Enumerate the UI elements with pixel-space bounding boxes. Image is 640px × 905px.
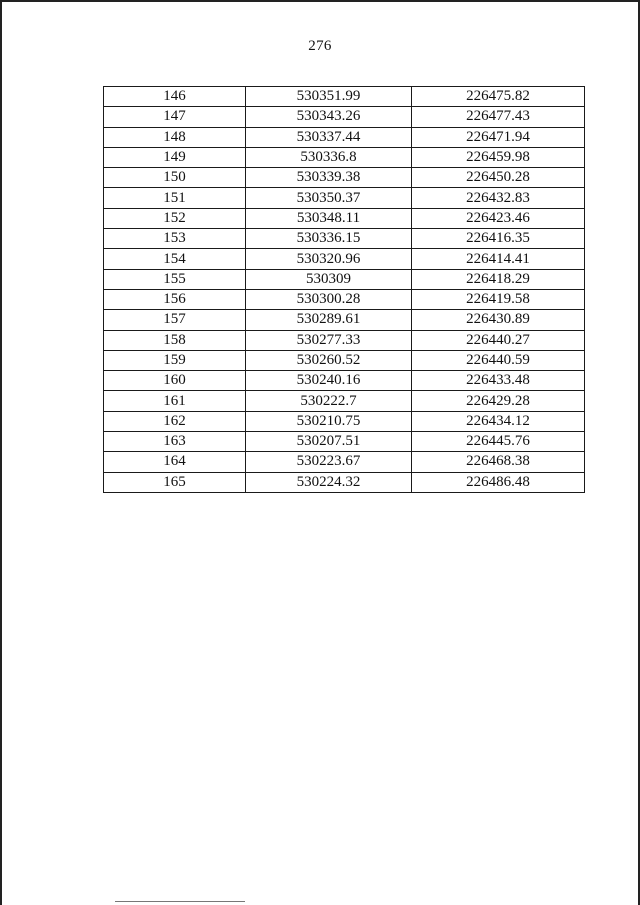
table-row [104, 87, 585, 107]
x-coordinate-cell: 530222.7 [246, 391, 412, 411]
table-row [104, 249, 585, 269]
point-number-cell: 148 [104, 127, 246, 147]
point-number-cell: 163 [104, 432, 246, 452]
table-row [104, 310, 585, 330]
x-coordinate-cell: 530343.26 [246, 107, 412, 127]
point-number-cell: 146 [104, 87, 246, 107]
point-number-cell: 153 [104, 229, 246, 249]
point-number-cell: 161 [104, 391, 246, 411]
x-coordinate-cell: 530210.75 [246, 411, 412, 431]
point-number-cell: 164 [104, 452, 246, 472]
y-coordinate-cell: 226434.12 [412, 411, 585, 431]
y-coordinate-cell: 226471.94 [412, 127, 585, 147]
bottom-scan-line [115, 901, 245, 902]
point-number-cell: 159 [104, 350, 246, 370]
x-coordinate-cell: 530320.96 [246, 249, 412, 269]
x-coordinate-cell: 530337.44 [246, 127, 412, 147]
y-coordinate-cell: 226432.83 [412, 188, 585, 208]
x-coordinate-cell: 530350.37 [246, 188, 412, 208]
coordinates-table [103, 86, 585, 493]
table-row [104, 371, 585, 391]
point-number-cell: 162 [104, 411, 246, 431]
y-coordinate-cell: 226423.46 [412, 208, 585, 228]
y-coordinate-cell: 226475.82 [412, 87, 585, 107]
coordinates-table-body [104, 87, 585, 493]
x-coordinate-cell: 530351.99 [246, 87, 412, 107]
table-row [104, 107, 585, 127]
y-coordinate-cell: 226416.35 [412, 229, 585, 249]
y-coordinate-cell: 226477.43 [412, 107, 585, 127]
y-coordinate-cell: 226468.38 [412, 452, 585, 472]
point-number-cell: 149 [104, 147, 246, 167]
x-coordinate-cell: 530309 [246, 269, 412, 289]
table-row [104, 452, 585, 472]
table-row [104, 147, 585, 167]
point-number-cell: 147 [104, 107, 246, 127]
y-coordinate-cell: 226429.28 [412, 391, 585, 411]
page-border-left [0, 0, 2, 905]
point-number-cell: 154 [104, 249, 246, 269]
point-number-cell: 150 [104, 168, 246, 188]
x-coordinate-cell: 530336.15 [246, 229, 412, 249]
y-coordinate-cell: 226445.76 [412, 432, 585, 452]
x-coordinate-cell: 530289.61 [246, 310, 412, 330]
x-coordinate-cell: 530240.16 [246, 371, 412, 391]
x-coordinate-cell: 530336.8 [246, 147, 412, 167]
table-row [104, 289, 585, 309]
page-number: 276 [308, 38, 332, 54]
table-row [104, 350, 585, 370]
point-number-cell: 155 [104, 269, 246, 289]
y-coordinate-cell: 226459.98 [412, 147, 585, 167]
table-row [104, 391, 585, 411]
point-number-cell: 156 [104, 289, 246, 309]
point-number-cell: 165 [104, 472, 246, 492]
y-coordinate-cell: 226440.59 [412, 350, 585, 370]
point-number-cell: 157 [104, 310, 246, 330]
y-coordinate-cell: 226419.58 [412, 289, 585, 309]
page-border-top [0, 0, 640, 2]
table-row [104, 229, 585, 249]
point-number-cell: 158 [104, 330, 246, 350]
x-coordinate-cell: 530224.32 [246, 472, 412, 492]
table-row [104, 411, 585, 431]
y-coordinate-cell: 226450.28 [412, 168, 585, 188]
x-coordinate-cell: 530348.11 [246, 208, 412, 228]
table-row [104, 208, 585, 228]
x-coordinate-cell: 530277.33 [246, 330, 412, 350]
x-coordinate-cell: 530260.52 [246, 350, 412, 370]
x-coordinate-cell: 530300.28 [246, 289, 412, 309]
x-coordinate-cell: 530223.67 [246, 452, 412, 472]
point-number-cell: 160 [104, 371, 246, 391]
x-coordinate-cell: 530339.38 [246, 168, 412, 188]
y-coordinate-cell: 226414.41 [412, 249, 585, 269]
y-coordinate-cell: 226430.89 [412, 310, 585, 330]
table-row [104, 330, 585, 350]
point-number-cell: 151 [104, 188, 246, 208]
table-row [104, 269, 585, 289]
x-coordinate-cell: 530207.51 [246, 432, 412, 452]
y-coordinate-cell: 226433.48 [412, 371, 585, 391]
table-row [104, 127, 585, 147]
table-row [104, 472, 585, 492]
table-row [104, 168, 585, 188]
y-coordinate-cell: 226440.27 [412, 330, 585, 350]
table-row [104, 432, 585, 452]
point-number-cell: 152 [104, 208, 246, 228]
table-row [104, 188, 585, 208]
coordinates-table-container [103, 86, 584, 493]
y-coordinate-cell: 226486.48 [412, 472, 585, 492]
y-coordinate-cell: 226418.29 [412, 269, 585, 289]
